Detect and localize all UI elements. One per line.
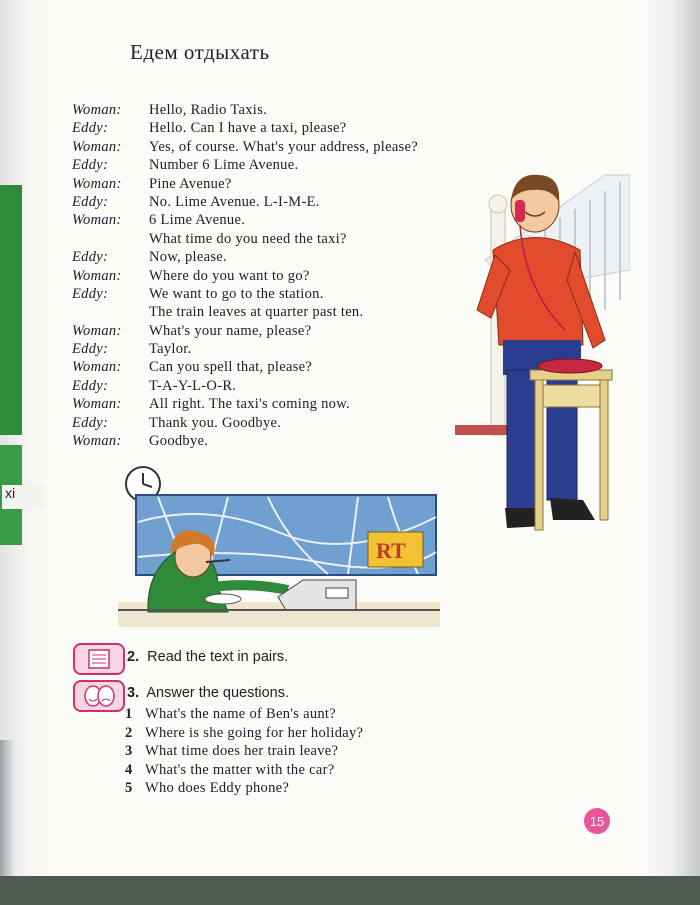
task-2: [127, 649, 288, 665]
page-title: Едем отдыхать: [130, 40, 270, 64]
speech-text: Hello, Radio Taxis.: [149, 102, 267, 118]
svg-text:RT: RT: [376, 538, 406, 563]
speech-text: Thank you. Goodbye.: [149, 414, 282, 431]
question-number: 5: [125, 780, 133, 797]
speaker-label: Eddy:: [72, 414, 109, 431]
eddy-phone-illustration: [455, 170, 630, 535]
speaker-label: Woman:: [72, 138, 122, 155]
speaker-label: Eddy:: [72, 249, 109, 266]
dialogue-line: [72, 102, 592, 120]
speaker-label: Woman:: [72, 322, 122, 339]
task-3: [127, 685, 289, 701]
speech-text: Hello. Can I have a taxi, please?: [149, 120, 347, 137]
speech-text: Number 6 Lime Avenue.: [149, 157, 299, 174]
speaker-label: Woman:: [72, 212, 122, 229]
speaker-label: Eddy:: [72, 120, 109, 137]
question-number: 4: [125, 761, 133, 778]
speaker-label: Woman:: [72, 175, 122, 192]
speaker-label: Woman:: [72, 396, 122, 413]
speech-text: Taylor.: [149, 341, 192, 358]
speech-text: Can you spell that, please?: [149, 359, 313, 376]
speaker-label: Eddy:: [72, 285, 109, 302]
speech-text: Where do you want to go?: [149, 267, 310, 284]
task-2-text: Read the text in pairs.: [147, 649, 289, 665]
question-text: Who does Eddy phone?: [145, 780, 290, 797]
question-number: 3: [125, 743, 133, 760]
dialogue-line: [72, 139, 592, 157]
speech-text: Pine Avenue?: [149, 175, 232, 192]
speech-text: 6 Lime Avenue.: [149, 212, 246, 229]
side-tab-label: xi: [2, 485, 45, 509]
question-text: What's the matter with the car?: [145, 761, 335, 778]
task-3-text: Answer the questions.: [146, 685, 290, 701]
green-index-tab: [0, 185, 22, 435]
question-text: Where is she going for her holiday?: [145, 724, 364, 741]
theatre-masks-icon: [73, 680, 125, 712]
question-number: 2: [125, 724, 133, 741]
task-2-number: 2.: [127, 649, 140, 665]
speech-text: No. Lime Avenue. L-I-M-E.: [149, 193, 320, 210]
dialogue-line: [72, 120, 592, 138]
speaker-label: Woman:: [72, 102, 122, 118]
speech-text: The train leaves at quarter past ten.: [149, 304, 364, 321]
question-number: 1: [125, 706, 133, 722]
speech-text: Goodbye.: [149, 433, 209, 450]
speech-text: All right. The taxi's coming now.: [149, 396, 350, 413]
speech-text: T-A-Y-L-O-R.: [149, 377, 237, 394]
speaker-label: Eddy:: [72, 341, 109, 358]
task-3-number: 3.: [127, 685, 140, 701]
speaker-label: Eddy:: [72, 193, 109, 210]
speaker-label: Eddy:: [72, 157, 109, 174]
speech-text: What time do you need the taxi?: [149, 230, 347, 247]
speech-text: We want to go to the station.: [149, 285, 324, 302]
speaker-label: Eddy:: [72, 377, 109, 394]
speech-text: Yes, of course. What's your address, please?: [149, 138, 418, 155]
speaker-label: Woman:: [72, 433, 122, 450]
speech-text: What's your name, please?: [149, 322, 312, 339]
page-number-badge: 15: [584, 808, 610, 834]
speaker-label: Woman:: [72, 359, 122, 376]
speaker-label: Woman:: [72, 267, 122, 284]
book-icon: [73, 643, 125, 675]
question-text: What's the name of Ben's aunt?: [145, 706, 336, 722]
question-text: What time does her train leave?: [145, 743, 339, 760]
radio-taxi-operator-illustration: [118, 462, 440, 627]
speech-text: Now, please.: [149, 249, 227, 266]
scan-bottom-edge: [0, 876, 700, 905]
